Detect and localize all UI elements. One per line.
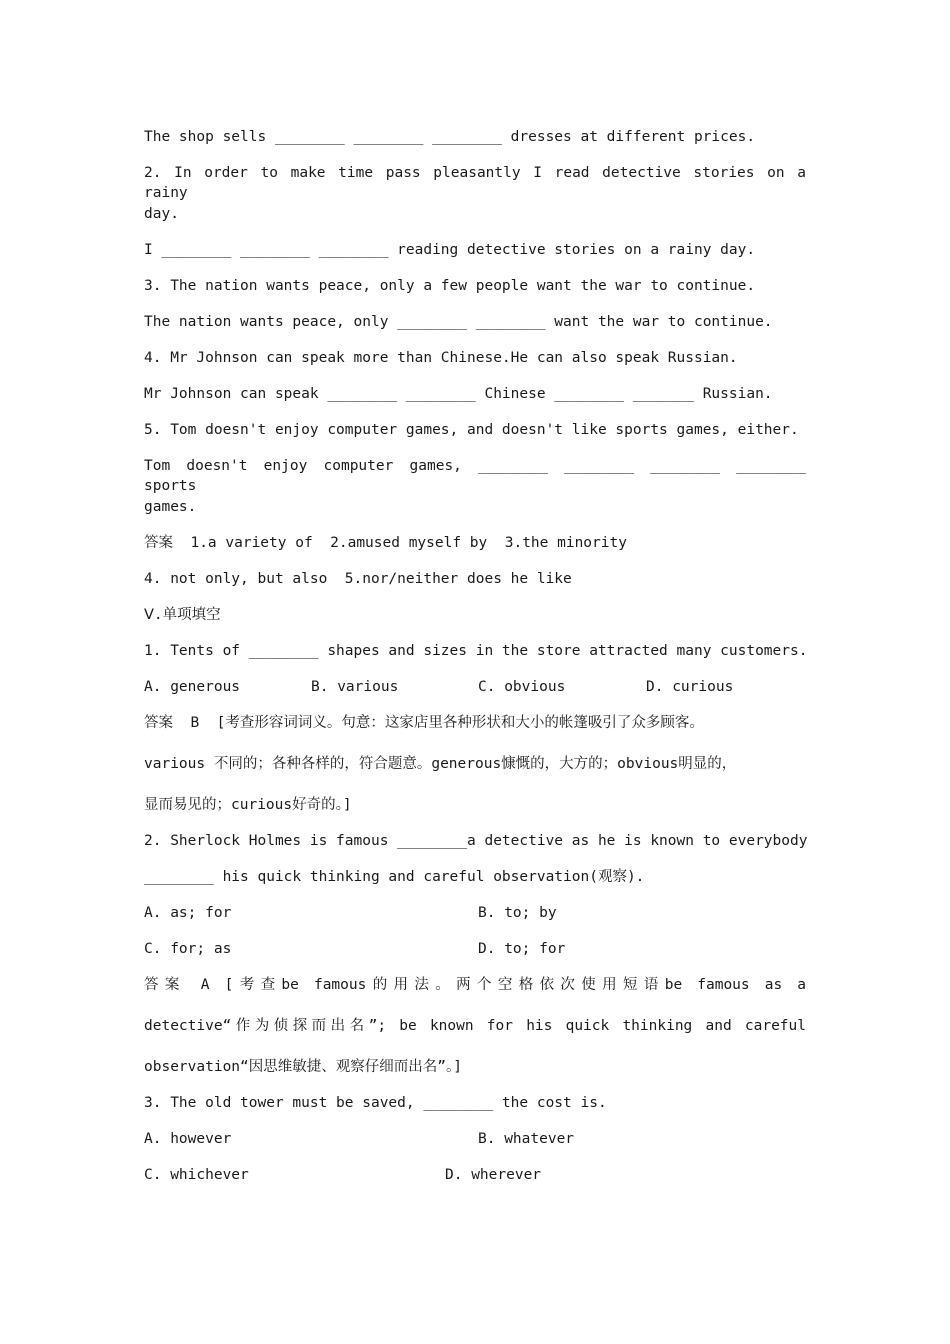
section-heading: Ⅴ.单项填空 xyxy=(144,607,221,623)
mc3-question: 3. The old tower must be saved, ________ the cost is. xyxy=(144,1095,607,1111)
q5-answer-line: Tom doesn't enjoy computer games, ________ ________ ________ ________ sports xyxy=(144,458,806,494)
q5-sentence: 5. Tom doesn't enjoy computer games, and doesn't like sports games, either. xyxy=(144,422,799,438)
mc2-option-d: D. to; for xyxy=(478,941,566,957)
q4-answer-line: Mr Johnson can speak ________ ________ Chinese ________ _______ Russian. xyxy=(144,386,773,402)
mc1-option-c: C. obvious xyxy=(478,679,566,695)
mc2-option-b: B. to; by xyxy=(478,905,557,921)
mc2-explanation-1: 答案 A [考查be famous的用法。两个空格依次使用短语be famous as a xyxy=(144,977,806,993)
mc2-explanation-2: detective“作为侦探而出名”; be known for his quick thinking and careful xyxy=(144,1018,806,1034)
q2-answer-line: I ________ ________ ________ reading detective stories on a rainy day. xyxy=(144,242,756,258)
mc1-explanation-2: various 不同的；各种各样的，符合题意。generous慷慨的，大方的；obvious明显的， xyxy=(144,756,737,772)
q2-sentence: 2. In order to make time pass pleasantly I read detective stories on a rainy xyxy=(144,165,806,201)
q2-sentence-end: day. xyxy=(144,206,179,222)
mc1-option-d: D. curious xyxy=(646,679,734,695)
mc2-question-2: ________ his quick thinking and careful observation(观察). xyxy=(144,869,645,885)
mc3-option-d: D. wherever xyxy=(445,1167,542,1183)
answer-key-2: 4. not only, but also 5.nor/neither does he like xyxy=(144,571,572,587)
mc1-explanation-3: 显而易见的；curious好奇的。] xyxy=(144,797,352,813)
q1-answer-line: The shop sells ________ ________ ________ dresses at different prices. xyxy=(144,129,756,145)
mc2-option-a: A. as; for xyxy=(144,905,232,921)
answer-key-1: 答案 1.a variety of 2.amused myself by 3.the minority xyxy=(144,535,627,551)
mc3-option-b: B. whatever xyxy=(478,1131,575,1147)
mc2-explanation-3: observation“因思维敏捷、观察仔细而出名”。] xyxy=(144,1059,462,1075)
mc1-question: 1. Tents of ________ shapes and sizes in the store attracted many customers. xyxy=(144,643,808,659)
q5-answer-end: games. xyxy=(144,499,197,515)
mc1-explanation-1: 答案 B [考查形容词词义。句意：这家店里各种形状和大小的帐篷吸引了众多顾客。 xyxy=(144,715,704,731)
mc1-option-a: A. generous xyxy=(144,679,241,695)
mc1-option-b: B. various xyxy=(311,679,399,695)
mc2-option-c: C. for; as xyxy=(144,941,232,957)
q3-sentence: 3. The nation wants peace, only a few people want the war to continue. xyxy=(144,278,756,294)
q3-answer-line: The nation wants peace, only ________ ________ want the war to continue. xyxy=(144,314,773,330)
mc3-option-c: C. whichever xyxy=(144,1167,249,1183)
q4-sentence: 4. Mr Johnson can speak more than Chinese.He can also speak Russian. xyxy=(144,350,738,366)
mc3-option-a: A. however xyxy=(144,1131,232,1147)
mc2-question-1: 2. Sherlock Holmes is famous ________a detective as he is known to everybody xyxy=(144,833,808,849)
